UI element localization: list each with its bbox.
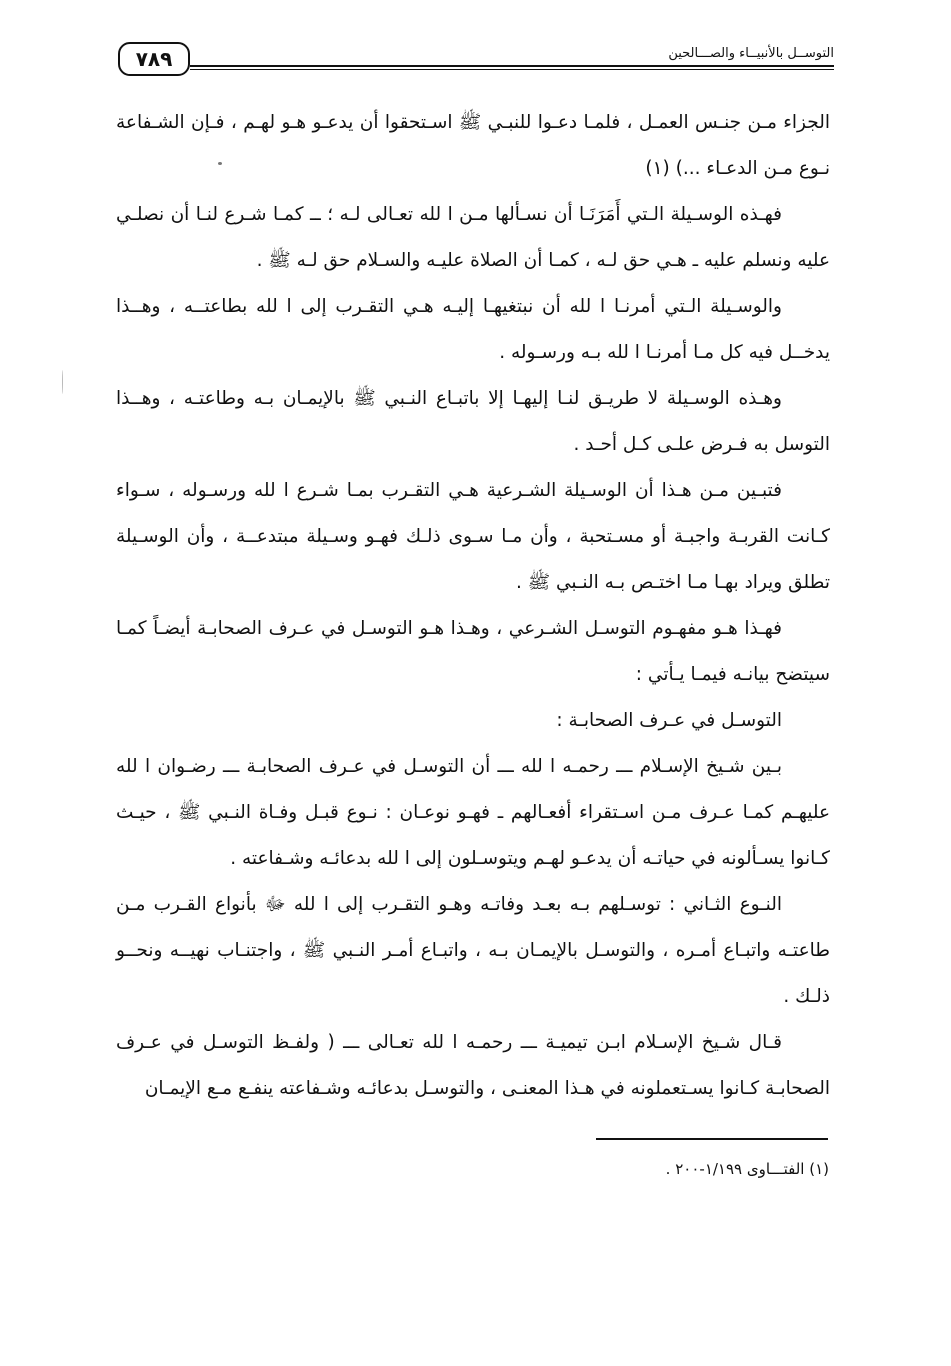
footnote-rule [596,1138,828,1140]
header-rule [190,65,834,67]
paragraph-7: بـين شـيخ الإسـلام ـــ رحمـه ا لله ـــ أن التوسـل في عـرف الصحابـة ـــ رضـوان ا لله عليهـم كمـا عـرف مـن اسـتقراء أفعـالهم ـ فهـو نوعـان : نـوع قبـل وفـاة النـبي ﷺ ، حيـث كـانوا يسـألونه في حياتـه أن يدعـو لهـم ويتوسـلون إلى ا لله بدعائـه وشـفاعته . [116,756,830,869]
paragraph-9: قـال شـيخ الإسـلام ابـن تيميـة ـــ رحمـه ا لله تعـالى ـــ ( ولفـظ التوسـل في عـرف الصحابـة كـانوا يسـتعملونه في هـذا المعنـى ، والتوسـل بدعائـه وشـفاعته ينفـع مـع الإيمـان [116,1032,830,1099]
paragraph-1: الجزاء مـن جنـس العمـل ، فلمـا دعـوا للنبـي ﷺ اسـتحقوا أن يدعـو هـو لهـم ، فـإن الشـفاعة نـوع مـن الدعـاء ...) (١) [116,112,830,179]
header-rule-thin [190,69,834,70]
paragraph-2: فهـذه الوسـيلة الـتي أَمَرَنَـا أن نسـألها مـن ا لله تعـالى لـه ؛ ــ كمـا شـرع لنـا أن نصلـي عليه ونسلم عليه ـ هـي حق لـه ، كمـا أن الصلاة عليـه والسـلام حق لـه ﷺ . [116,204,830,271]
scan-speck [62,370,63,394]
scan-speck [218,162,222,165]
paragraph-5: فتبـين مـن هـذا أن الوسـيلة الشـرعية هـي التقـرب بمـا شـرع ا لله ورسـوله ، سـواء كـانت القربـة واجبـة أو مسـتحبة ، وأن مـا سـوى ذلـك فهـو وسـيلة مبتدعــة ، وأن الوسـيلة تطلق ويراد بهـا مـا اختـص بـه النـبي ﷺ . [116,480,830,593]
paragraph-3: والوسـيلة الـتي أمرنـا ا لله أن نبتغيهـا إليـه هـي التقـرب إلى ا لله بطاعتــه ، وهــذا يدخــل فيه كل مـا أمرنـا ا لله بـه ورسـوله . [116,296,830,363]
running-title: التوســل بالأنبيــاء والصـــالحين [660,46,834,61]
body-text [116,100,830,1112]
paragraph-8: النـوع الثـاني : توسـلهم بـه بعـد وفاتـه وهـو التقـرب إلى ا لله ﷻ بأنواع القـرب مـن طاعتـه واتبـاع أمـره ، والتوسـل بالإيمـان بـه ، واتبـاع أمـر النـبي ﷺ ، واجتنـاب نهيــه ونحــو ذلـك . [116,894,830,1007]
section-heading: التوسـل في عـرف الصحابـة : [556,710,782,731]
paragraph-6: فهـذا هـو مفهـوم التوسـل الشـرعي ، وهـذا هـو التوسـل في عـرف الصحابـة أيضـاً كمـا سيتضح بيانـه فيمـا يـأتي : [116,618,830,685]
footnote: (١) الفتـــاوى ١/١٩٩-٢٠٠ . [665,1160,829,1178]
page-header [112,38,834,82]
paragraph-4: وهـذه الوسـيلة لا طريـق لنـا إليهـا إلا باتبـاع النـبي ﷺ بالإيمـان بـه وطاعتـه ، وهــذا التوسل به فـرض علـى كـل أحـد . [116,388,830,455]
page-number: ٧٨٩ [118,42,190,76]
